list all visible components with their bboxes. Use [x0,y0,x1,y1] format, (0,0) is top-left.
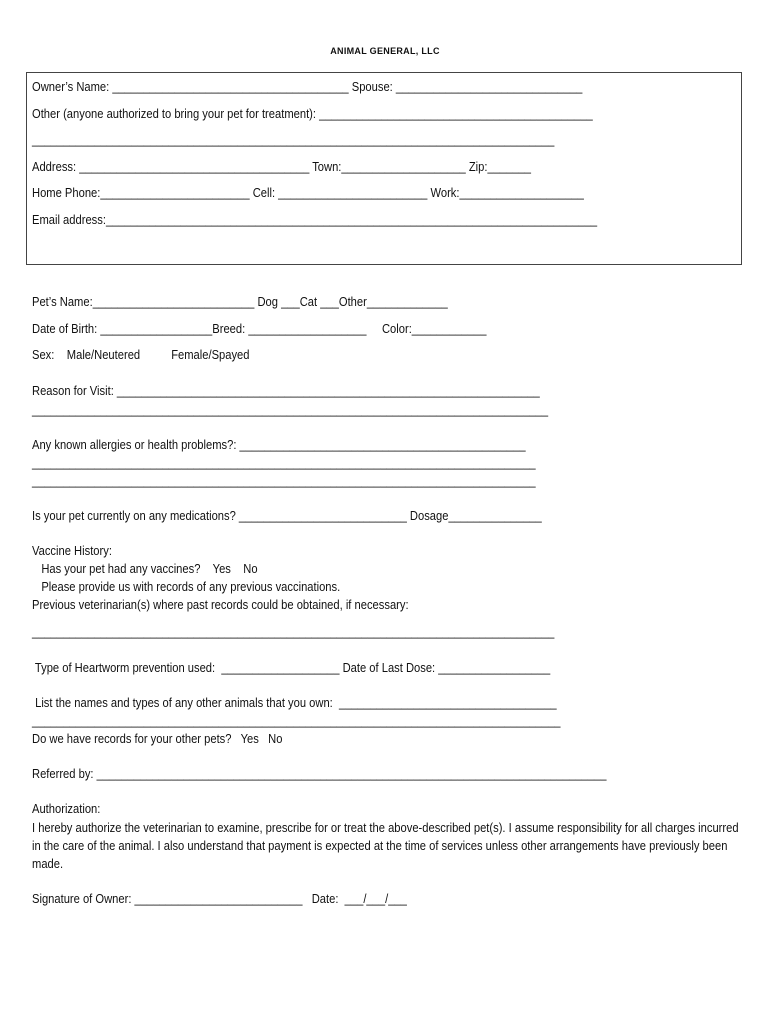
sex-options[interactable]: Sex: Male/Neutered Female/Spayed [32,347,250,362]
owner-name-line[interactable]: Owner’s Name: ______________________________________ Spouse: ______________________________ [32,79,583,94]
authorized-person-blank[interactable]: ____________________________________________________________________________________ [32,132,555,147]
address-line[interactable]: Address: _____________________________________ Town:____________________ Zip:_______ [32,159,532,174]
signature-line[interactable]: Signature of Owner: ___________________________ Date: ___/___/___ [32,891,407,906]
previous-vet-label: Previous veterinarian(s) where past records could be obtained, if necessary: [32,597,409,612]
authorization-text: I hereby authorize the veterinarian to examine, prescribe for or treat the above-described pet(s). I assume responsibility for all charges incurred in the care of the animal. I also understand that payment is expected at the time of services unless other arrangements have previously been made. [32,820,739,871]
vaccine-records-note: Please provide us with records of any previous vaccinations. [32,579,341,594]
vaccine-history-heading: Vaccine History: [32,543,112,558]
reason-for-visit-line[interactable]: Reason for Visit: ____________________________________________________________________ [32,383,540,398]
medications-line[interactable]: Is your pet currently on any medications? ___________________________ Dosage_______________ [32,508,542,523]
other-animals-line[interactable]: List the names and types of any other animals that you own: ___________________________________ [32,695,557,710]
other-pets-records-question[interactable]: Do we have records for your other pets? Yes No [32,731,283,746]
vaccine-question[interactable]: Has your pet had any vaccines? Yes No [32,561,258,576]
authorized-person-line[interactable]: Other (anyone authorized to bring your pet for treatment): ____________________________________________ [32,106,593,121]
allergies-blank-1[interactable]: _________________________________________________________________________________ [32,455,536,470]
date-of-birth-line[interactable]: Date of Birth: __________________Breed: ___________________ Color:____________ [32,321,487,336]
other-animals-blank[interactable]: _____________________________________________________________________________________ [32,713,561,728]
email-line[interactable]: Email address:_______________________________________________________________________________ [32,212,598,227]
phone-line[interactable]: Home Phone:________________________ Cell: ________________________ Work:____________________ [32,185,584,200]
allergies-line[interactable]: Any known allergies or health problems?: ______________________________________________ [32,437,526,452]
heartworm-line[interactable]: Type of Heartworm prevention used: ___________________ Date of Last Dose: __________________ [32,660,551,675]
previous-vet-blank[interactable]: ____________________________________________________________________________________ [32,624,555,639]
pet-name-line[interactable]: Pet’s Name:__________________________ Dog ___Cat ___Other_____________ [32,294,448,309]
reason-for-visit-blank[interactable]: ___________________________________________________________________________________ [32,402,549,417]
page-title: ANIMAL GENERAL, LLC [330,46,440,56]
authorization-heading: Authorization: [32,801,101,816]
referred-by-line[interactable]: Referred by: __________________________________________________________________________________ [32,766,607,781]
allergies-blank-2[interactable]: _________________________________________________________________________________ [32,473,536,488]
